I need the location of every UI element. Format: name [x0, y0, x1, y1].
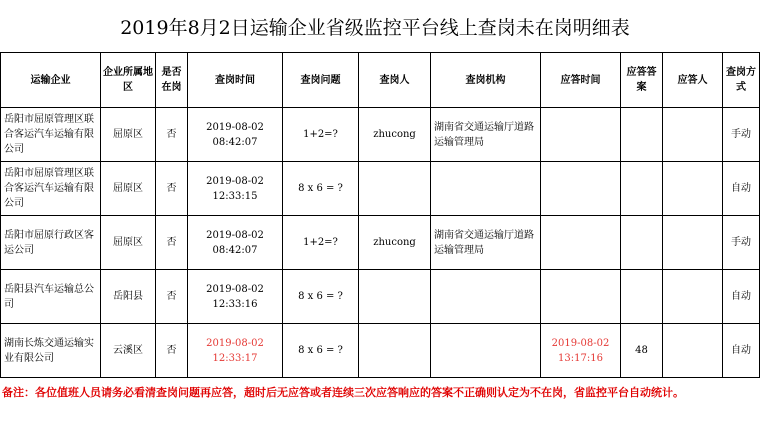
cell-on-duty: 否 [156, 216, 188, 270]
col-header-responder: 应答人 [663, 53, 723, 108]
cell-question: 8 x 6 = ? [283, 324, 359, 378]
cell-method: 自动 [723, 324, 760, 378]
cell-method: 手动 [723, 216, 760, 270]
cell-on-duty: 否 [156, 270, 188, 324]
cell-region: 屈原区 [101, 108, 156, 162]
cell-method: 自动 [723, 162, 760, 216]
cell-answer-time [541, 216, 621, 270]
cell-method: 手动 [723, 108, 760, 162]
cell-check-time: 2019-08-02 12:33:16 [188, 270, 283, 324]
cell-check-time: 2019-08-02 08:42:07 [188, 108, 283, 162]
table-row [1, 270, 760, 324]
cell-check-time: 2019-08-02 08:42:07 [188, 216, 283, 270]
cell-question: 8 x 6 = ? [283, 162, 359, 216]
cell-answer-time: 2019-08-02 13:17:16 [541, 324, 621, 378]
cell-answer [621, 108, 663, 162]
cell-answer-time [541, 108, 621, 162]
cell-responder [663, 108, 723, 162]
cell-responder [663, 216, 723, 270]
cell-responder [663, 162, 723, 216]
cell-region: 屈原区 [101, 216, 156, 270]
duty-check-table [0, 52, 760, 378]
table-body [1, 108, 760, 378]
cell-agency: 湖南省交通运输厅道路运输管理局 [431, 108, 541, 162]
col-header-company: 运输企业 [1, 53, 101, 108]
col-header-method: 查岗方式 [723, 53, 760, 108]
cell-agency [431, 324, 541, 378]
cell-check-time: 2019-08-02 12:33:17 [188, 324, 283, 378]
col-header-on-duty: 是否在岗 [156, 53, 188, 108]
table-row [1, 216, 760, 270]
cell-region: 屈原区 [101, 162, 156, 216]
col-header-agency: 查岗机构 [431, 53, 541, 108]
cell-checker: zhucong [359, 216, 431, 270]
cell-region: 岳阳县 [101, 270, 156, 324]
cell-company: 岳阳市屈原管理区联合客运汽车运输有限公司 [1, 162, 101, 216]
cell-checker: zhucong [359, 108, 431, 162]
cell-responder [663, 270, 723, 324]
cell-region: 云溪区 [101, 324, 156, 378]
col-header-checker: 查岗人 [359, 53, 431, 108]
cell-question: 1+2=? [283, 216, 359, 270]
cell-responder [663, 324, 723, 378]
cell-answer [621, 270, 663, 324]
table-row [1, 162, 760, 216]
cell-on-duty: 否 [156, 108, 188, 162]
cell-agency [431, 162, 541, 216]
cell-check-time: 2019-08-02 12:33:15 [188, 162, 283, 216]
cell-agency: 湖南省交通运输厅道路运输管理局 [431, 216, 541, 270]
cell-on-duty: 否 [156, 162, 188, 216]
footnote-remark: 备注：各位值班人员请务必看清查岗问题再应答，超时后无应答或者连续三次应答响应的答案不正确则认定为不在岗，省监控平台自动统计。 [2, 386, 684, 399]
table-row [1, 324, 760, 378]
cell-agency [431, 270, 541, 324]
col-header-answer-time: 应答时间 [541, 53, 621, 108]
col-header-answer: 应答答案 [621, 53, 663, 108]
cell-on-duty: 否 [156, 324, 188, 378]
col-header-question: 查岗问题 [283, 53, 359, 108]
cell-answer [621, 162, 663, 216]
col-header-check-time: 查岗时间 [188, 53, 283, 108]
cell-checker [359, 270, 431, 324]
cell-company: 岳阳市屈原行政区客运公司 [1, 216, 101, 270]
table-header-row [1, 53, 760, 108]
col-header-region: 企业所属地区 [101, 53, 156, 108]
cell-company: 岳阳市屈原管理区联合客运汽车运输有限公司 [1, 108, 101, 162]
cell-company: 湖南长炼交通运输实业有限公司 [1, 324, 101, 378]
cell-answer-time [541, 270, 621, 324]
cell-question: 1+2=? [283, 108, 359, 162]
cell-answer-time [541, 162, 621, 216]
table-row [1, 108, 760, 162]
cell-method: 自动 [723, 270, 760, 324]
page-title: 2019年8月2日运输企业省级监控平台线上查岗未在岗明细表 [0, 0, 750, 53]
cell-checker [359, 162, 431, 216]
cell-checker [359, 324, 431, 378]
cell-answer [621, 216, 663, 270]
cell-question: 8 x 6 = ? [283, 270, 359, 324]
cell-answer: 48 [621, 324, 663, 378]
cell-company: 岳阳县汽车运输总公司 [1, 270, 101, 324]
